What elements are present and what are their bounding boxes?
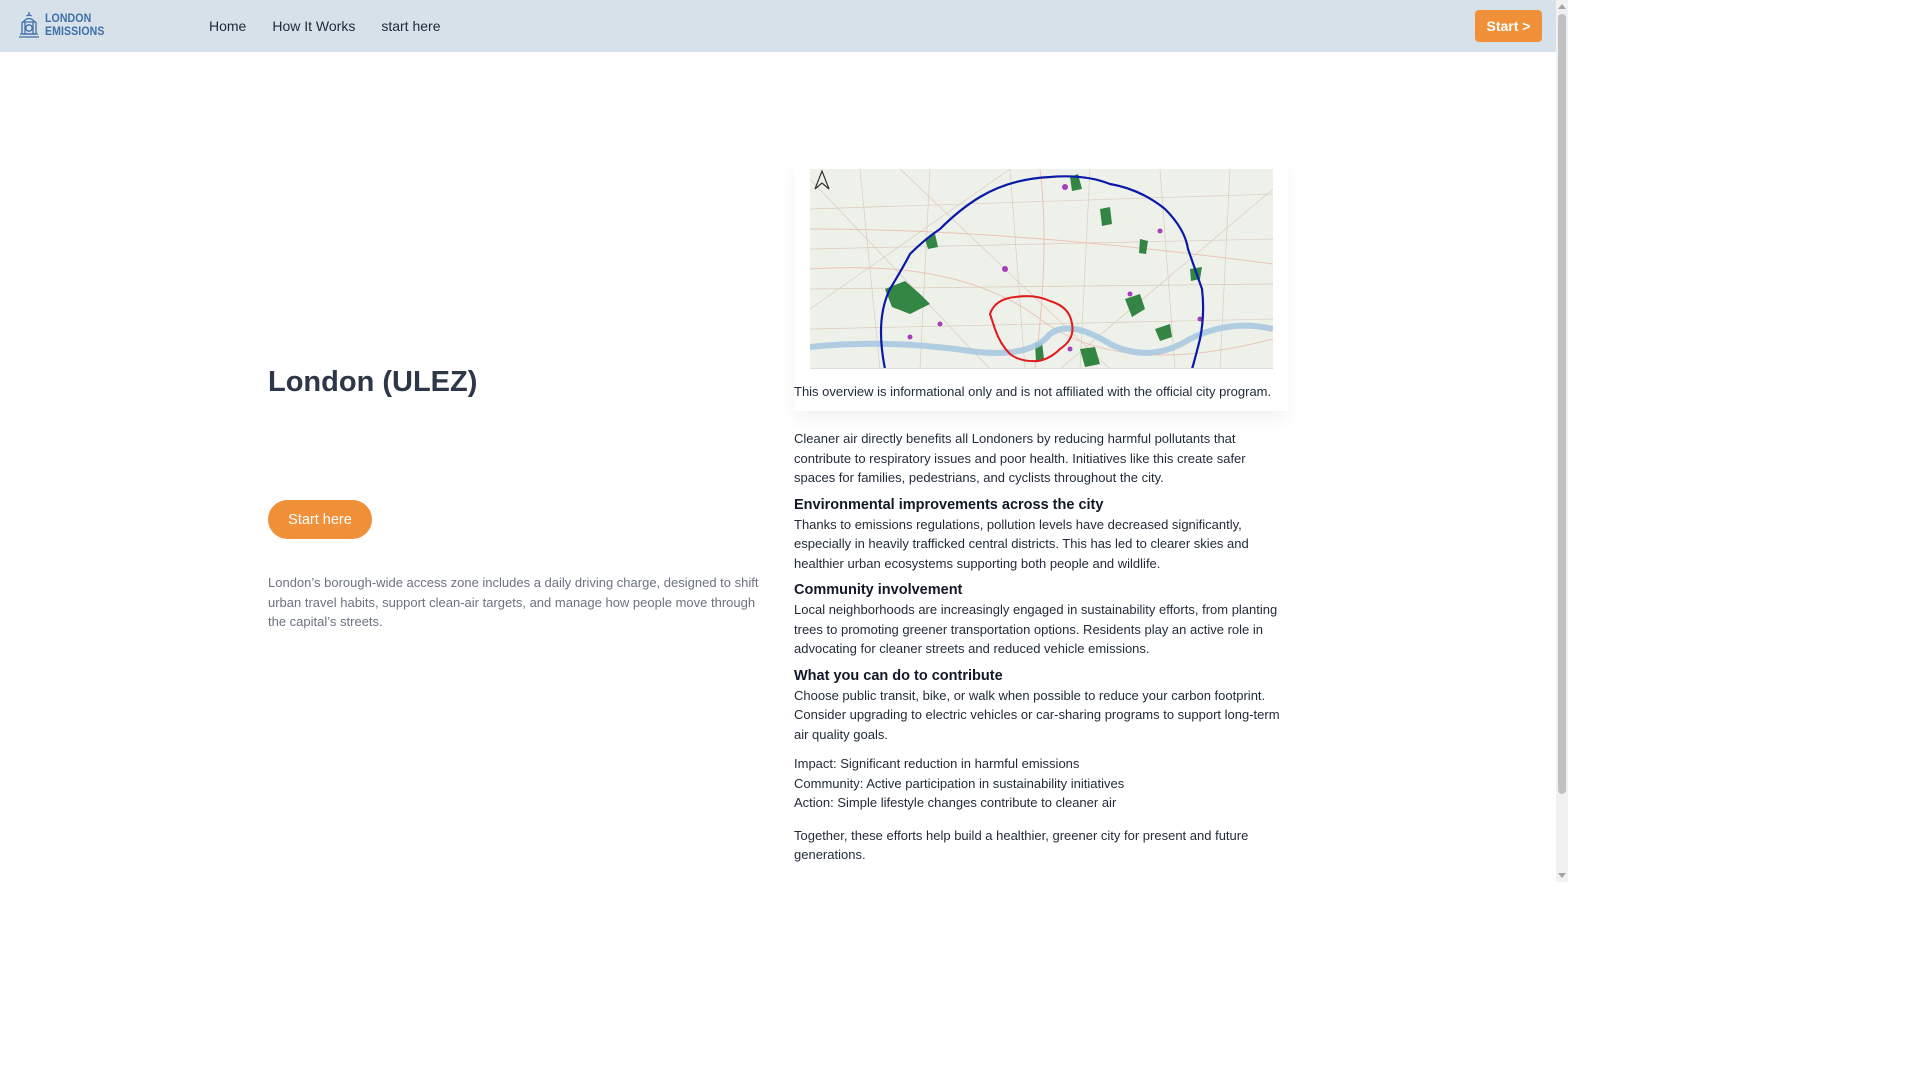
scroll-down-arrow-icon[interactable] [1558,873,1566,878]
section-heading-environment: Environmental improvements across the city [794,496,1104,513]
section-heading-contribute: What you can do to contribute [794,667,1003,684]
start-here-button[interactable]: Start here [268,500,372,539]
top-navbar [0,0,1556,52]
intro-paragraph: Cleaner air directly benefits all Londoners by reducing harmful pollutants that contribute to respiratory issues and poor health. Initiatives like this create safer spaces for families, pedestrians, and cyclists throughout the city. [794,431,1246,485]
page-scrollbar[interactable] [1556,0,1568,882]
main-nav [196,0,453,52]
scrollbar-thumb[interactable] [1558,14,1566,794]
logo-text-line1: LONDON [45,11,92,25]
map-disclaimer: This overview is informational only and is not affiliated with the official city program. [794,384,1272,399]
fact-impact: Impact: Significant reduction in harmful emissions [794,756,1080,771]
fact-community: Community: Active participation in sustainability initiatives [794,775,1125,791]
closing-paragraph: Together, these efforts help build a healthier, greener city for present and future generations. [794,827,1249,862]
facts-list [794,754,1288,813]
fact-action: Action: Simple lifestyle changes contribute to cleaner air [794,795,1117,810]
scroll-up-arrow-icon[interactable] [1558,4,1566,9]
section-body-environment: Thanks to emissions regulations, pollution levels have decreased significantly, especially in heavily trafficked central districts. This has led to clearer skies and healthier urban ecosystems supporting both people and wildlife. [794,516,1249,571]
logo-emblem-icon [16,9,42,41]
start-button[interactable]: Start > [1475,10,1542,42]
logo-text-line2: EMISSIONS [45,24,105,38]
section-body-contribute: Choose public transit, bike, or walk when possible to reduce your carbon footprint. Consider upgrading to electric vehicles or car-sharing programs to support long-term air quality goals. [794,687,1280,742]
section-body-community: Local neighborhoods are increasingly engaged in sustainability efforts, from planting trees to promoting greener transportation options. Residents play an active role in advocating for cleaner streets and reduced vehicle emissions. [794,602,1278,656]
page-title: London (ULEZ) [268,366,478,398]
ulez-map-image [810,169,1273,369]
nav-how-it-works[interactable]: How It Works [272,18,356,34]
map-illustration [810,169,1273,369]
logo[interactable] [16,9,113,41]
nav-start-here[interactable]: start here [381,18,441,34]
section-heading-community: Community involvement [794,582,963,598]
hero-description: London’s borough-wide access zone includes a daily driving charge, designed to shift urban travel habits, support clean-air targets, and manage how people move through the capital’s streets. [268,575,759,629]
map-card [794,161,1288,411]
nav-home[interactable]: Home [209,18,247,34]
info-content [794,429,1288,865]
